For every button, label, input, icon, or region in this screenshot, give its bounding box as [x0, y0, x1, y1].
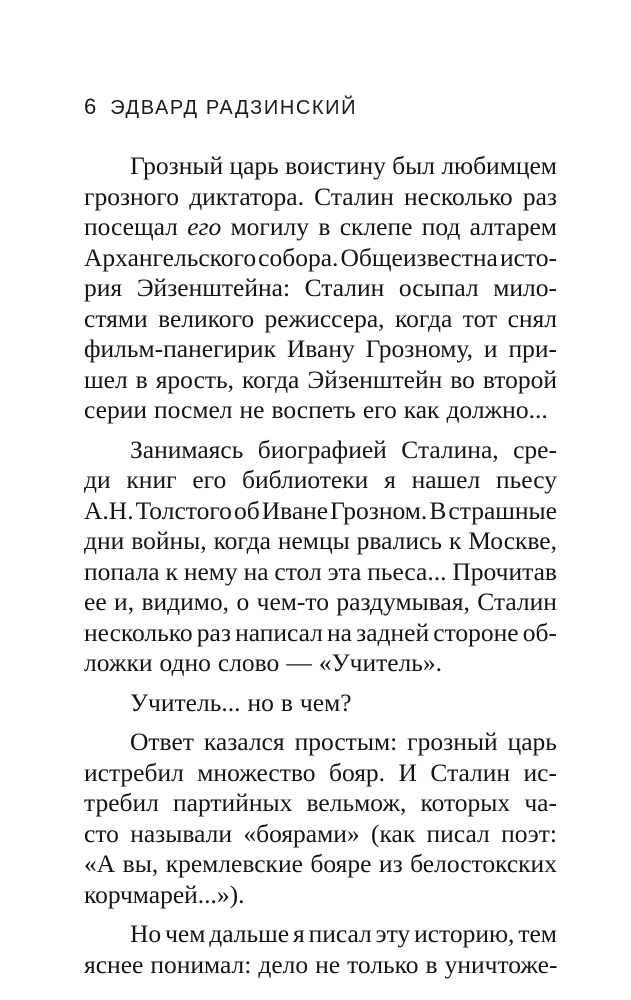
word: рвались	[356, 526, 442, 555]
text-line	[84, 365, 557, 396]
page-number: 6	[84, 94, 97, 119]
word: Иване	[261, 495, 329, 525]
word: диктатора.	[189, 181, 304, 211]
word: Общеизвестна	[340, 242, 498, 272]
word: любимцем	[441, 151, 557, 180]
text-line	[84, 334, 557, 365]
word: не	[315, 949, 341, 979]
paragraph-gap	[84, 426, 557, 435]
word: под	[421, 212, 461, 241]
paragraph	[84, 727, 557, 910]
text-line	[84, 557, 557, 588]
text-line	[84, 435, 557, 466]
word: не	[239, 395, 265, 424]
word: нашел	[411, 465, 481, 494]
word: шел	[84, 364, 128, 394]
word: слово	[217, 648, 280, 677]
word: войны,	[131, 526, 207, 555]
word: ди	[84, 465, 111, 494]
word: —	[286, 648, 312, 677]
word: (как	[371, 818, 416, 848]
word: но	[247, 687, 274, 717]
word: ее	[84, 587, 107, 616]
word: И	[398, 757, 417, 787]
word: партийных	[173, 788, 293, 817]
word: вы,	[122, 849, 159, 878]
text-line	[84, 618, 557, 649]
word: когда	[242, 364, 300, 394]
word: ча-	[524, 788, 557, 817]
word: требил	[84, 788, 159, 817]
word: великого	[158, 303, 255, 333]
word: могилу	[230, 212, 310, 241]
word: дни	[84, 526, 125, 555]
word: несколько	[84, 617, 193, 647]
paragraph	[84, 151, 557, 426]
word: в	[318, 212, 331, 241]
text-line	[84, 819, 557, 850]
word: Но	[130, 919, 162, 948]
word: Грозном.	[330, 495, 428, 525]
word: тот	[462, 303, 498, 333]
word: Грозному,	[365, 334, 473, 363]
word: посмел	[154, 395, 233, 424]
word: книг	[126, 465, 177, 494]
word: Ивану	[286, 334, 355, 363]
paragraph	[84, 919, 557, 980]
word: грозный	[407, 727, 498, 756]
word: пьесу	[496, 465, 557, 494]
word: должно...	[446, 395, 548, 424]
word: Сталин	[430, 757, 511, 787]
text-line	[84, 243, 557, 274]
word: Ответ	[130, 727, 194, 756]
text-line	[84, 758, 557, 789]
word: когда	[213, 526, 271, 555]
word: стями	[84, 303, 148, 333]
word: серии	[84, 395, 147, 424]
word: Сталина,	[401, 434, 499, 464]
word: А.Н.	[84, 495, 134, 525]
text-line	[84, 526, 557, 557]
word: я	[292, 919, 305, 948]
word: режиссера,	[264, 303, 385, 333]
word: писал	[426, 818, 490, 848]
word: «А	[84, 849, 116, 878]
text-line	[84, 212, 557, 243]
word: корчмарей...»).	[84, 879, 245, 909]
word: Сталин	[477, 587, 557, 616]
word: «боярами»	[243, 818, 360, 848]
word: дело	[258, 949, 309, 979]
word: об	[233, 495, 260, 525]
word: посещал	[84, 212, 178, 241]
text-line	[84, 688, 557, 719]
word: в	[280, 687, 293, 717]
word: Архангельского	[84, 242, 257, 272]
word: грозного	[84, 181, 180, 211]
word: страшные	[448, 495, 557, 525]
word: биографией	[257, 434, 387, 464]
word: поэт:	[501, 818, 557, 848]
word: бояр.	[328, 757, 386, 787]
word: осыпал	[398, 273, 479, 302]
paragraph-gap	[84, 679, 557, 688]
word: воспеть	[271, 395, 356, 424]
word: и	[483, 334, 498, 363]
word: задней	[356, 617, 430, 647]
word: Эйзенштейн	[307, 364, 443, 394]
word: рия	[84, 273, 123, 302]
word: написал	[235, 617, 323, 647]
word: понимал:	[150, 949, 252, 979]
text-line	[84, 849, 557, 880]
word: раздумывая,	[336, 587, 470, 616]
body-text	[84, 151, 557, 980]
text-line	[84, 151, 557, 182]
word: называли	[130, 818, 233, 848]
word: на	[327, 617, 352, 647]
word: пьеса...	[367, 556, 447, 586]
word: в	[135, 364, 148, 394]
word: дальше	[209, 919, 290, 948]
word: видимо,	[141, 587, 230, 616]
word: его	[187, 212, 222, 241]
word: об-	[522, 617, 557, 647]
word: вельмож,	[306, 788, 407, 817]
word: В	[429, 495, 447, 525]
text-line	[84, 304, 557, 335]
word: попала	[84, 556, 160, 586]
word: был	[392, 151, 436, 180]
word: простым:	[294, 727, 398, 756]
word: несколько	[404, 181, 513, 211]
word: бояре	[310, 849, 372, 878]
word: Занимаясь	[130, 434, 244, 464]
word: второй	[482, 364, 557, 394]
text-line	[84, 648, 557, 679]
word: раз	[522, 181, 557, 211]
word: ярость,	[155, 364, 235, 394]
word: казался	[203, 727, 285, 756]
word: нему	[183, 556, 238, 586]
word: при-	[508, 334, 557, 363]
word: писал	[308, 919, 372, 948]
word: эту	[375, 919, 411, 948]
text-line	[84, 788, 557, 819]
word: чем?	[299, 687, 352, 717]
word: в	[425, 949, 438, 979]
word: Сталин	[314, 181, 394, 211]
word: раз	[196, 617, 231, 647]
word: которых	[420, 788, 511, 817]
word: царь	[229, 151, 279, 180]
word: собора.	[258, 242, 339, 272]
word: я	[384, 465, 396, 494]
word: Москве,	[468, 526, 557, 555]
word: и,	[114, 587, 135, 616]
word: яснее	[84, 949, 144, 979]
paragraph-gap	[84, 718, 557, 727]
word: как	[403, 395, 440, 424]
word: Толстого	[135, 495, 232, 525]
word: кремлевские	[165, 849, 303, 878]
word: множество	[197, 757, 316, 787]
text-line	[84, 587, 557, 618]
text-line	[84, 273, 557, 304]
word: белостокских	[410, 849, 557, 878]
word: сре-	[513, 434, 557, 464]
word: его	[362, 395, 397, 424]
word: чем-то	[256, 587, 329, 616]
word: Эйзенштейна:	[136, 273, 291, 302]
word: когда	[395, 303, 453, 333]
word: царь	[507, 727, 557, 756]
paragraph	[84, 688, 557, 719]
word: ис-	[523, 757, 557, 787]
word: Прочитав	[452, 556, 557, 586]
word: историю,	[414, 919, 515, 948]
word: уничтоже-	[444, 949, 558, 979]
word: стол	[274, 556, 322, 586]
word: алтарем	[469, 212, 557, 241]
word: во	[450, 364, 475, 394]
word: мило-	[493, 273, 557, 302]
text-line	[84, 880, 557, 911]
word: стороне	[433, 617, 519, 647]
word: сто	[84, 818, 119, 848]
word: ложки	[84, 648, 153, 677]
word: его	[192, 465, 227, 494]
word: эта	[327, 556, 362, 586]
word: на	[243, 556, 269, 586]
paragraph	[84, 435, 557, 679]
word: из	[378, 849, 403, 878]
word: чем	[165, 919, 206, 948]
text-line	[84, 727, 557, 758]
word: библиотеки	[242, 465, 369, 494]
text-line	[84, 919, 557, 950]
author-name: ЭДВАРД РАДЗИНСКИЙ	[110, 97, 358, 119]
text-line	[84, 465, 557, 496]
word: воистину	[285, 151, 386, 180]
paragraph-gap	[84, 910, 557, 919]
word: снял	[507, 303, 557, 333]
word: исто-	[499, 242, 557, 272]
word: Грозный	[130, 151, 224, 180]
word: Учитель...	[130, 687, 241, 717]
word: одно	[159, 648, 211, 677]
word: «Учитель».	[318, 648, 443, 677]
text-line	[84, 395, 557, 426]
word: немцы	[277, 526, 350, 555]
word: истребил	[84, 757, 184, 787]
text-line	[84, 182, 557, 213]
word: Сталин	[304, 273, 385, 302]
word: о	[236, 587, 250, 616]
word: к	[448, 526, 462, 555]
word: тем	[518, 919, 557, 948]
word: к	[165, 556, 178, 586]
running-head	[84, 94, 357, 124]
text-line	[84, 950, 557, 981]
word: фильм-панегирик	[84, 334, 276, 363]
text-line	[84, 496, 557, 527]
word: только	[347, 949, 419, 979]
word: склепе	[339, 212, 413, 241]
